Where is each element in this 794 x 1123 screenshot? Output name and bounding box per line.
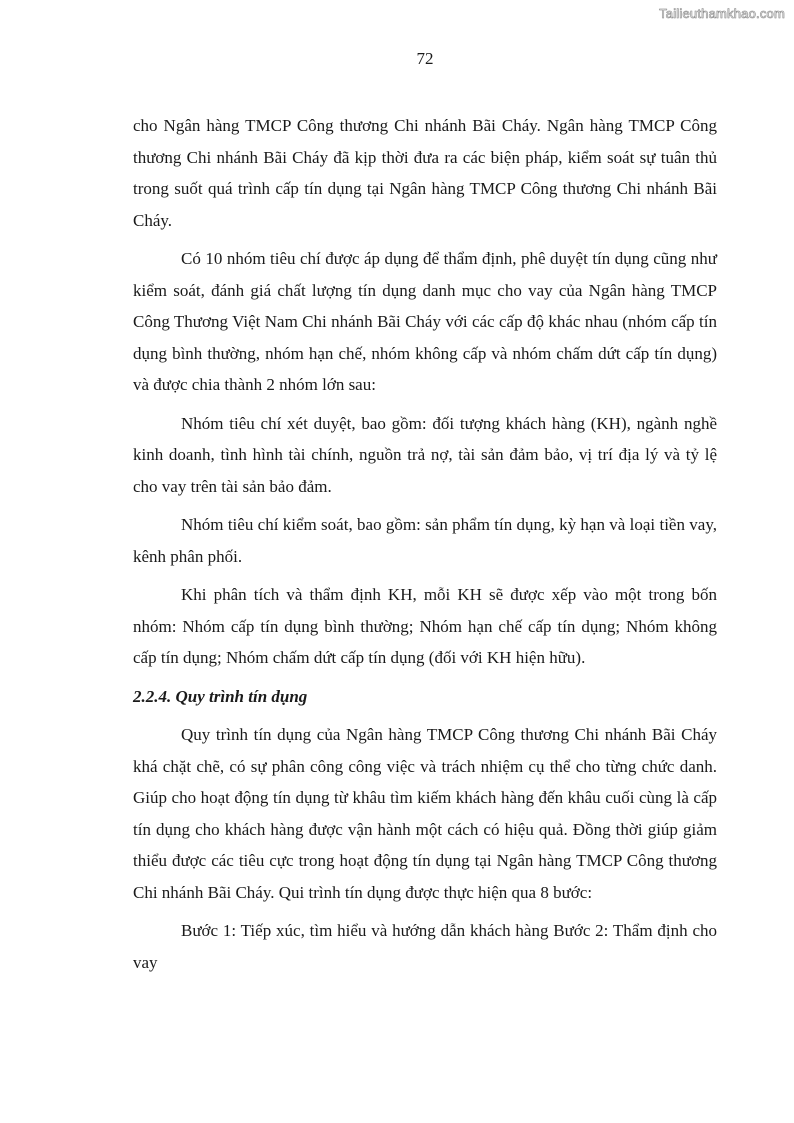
- paragraph-continuation: cho Ngân hàng TMCP Công thương Chi nhánh Bãi Cháy. Ngân hàng TMCP Công thương Chi nhánh Bãi Cháy đã kịp thời đưa ra các biện pháp, kiểm soát sự tuân thủ trong suốt quá trình cấp tín dụng tại Ngân hàng TMCP Công thương Chi nhánh Bãi Cháy.: [133, 116, 717, 230]
- paragraph-customer-groups: Khi phân tích và thẩm định KH, mỗi KH sẽ được xếp vào một trong bốn nhóm: Nhóm cấp tín dụng bình thường; Nhóm hạn chế cấp tín dụng; Nhóm không cấp tín dụng; Nhóm chấm dứt cấp tín dụng (đối với KH hiện hữu).: [133, 585, 717, 667]
- paragraph-process-steps: Bước 1: Tiếp xúc, tìm hiểu và hướng dẫn khách hàng Bước 2: Thẩm định cho vay: [133, 921, 717, 972]
- paragraph-credit-process: Quy trình tín dụng của Ngân hàng TMCP Công thương Chi nhánh Bãi Cháy khá chặt chẽ, có sự phân công công việc và trách nhiệm cụ thể cho từng chức danh. Giúp cho hoạt động tín dụng từ khâu tìm kiếm khách hàng đến khâu cuối cùng là cấp tín dụng cho khách hàng được vận hành một cách có hiệu quả. Đồng thời giúp giảm thiểu được các tiêu cực trong hoạt động tín dụng tại Ngân hàng TMCP Công thương Chi nhánh Bãi Cháy. Qui trình tín dụng được thực hiện qua 8 bước:: [133, 725, 717, 902]
- section-heading: 2.2.4. Quy trình tín dụng: [133, 686, 308, 706]
- page-number: 72: [416, 49, 434, 68]
- watermark-text: Tailieuthamkhao.com: [659, 6, 785, 21]
- document-body: [133, 110, 717, 985]
- paragraph-criteria-groups: Có 10 nhóm tiêu chí được áp dụng để thẩm định, phê duyệt tín dụng cũng như kiểm soát, đánh giá chất lượng tín dụng danh mục cho vay của Ngân hàng TMCP Công Thương Việt Nam Chi nhánh Bãi Cháy với các cấp độ khác nhau (nhóm cấp tín dụng bình thường, nhóm hạn chế, nhóm không cấp và nhóm chấm dứt cấp tín dụng) và được chia thành 2 nhóm lớn sau:: [133, 249, 717, 394]
- paragraph-control-criteria: Nhóm tiêu chí kiểm soát, bao gồm: sản phẩm tín dụng, kỳ hạn và loại tiền vay, kênh phân phối.: [133, 515, 717, 566]
- paragraph-approval-criteria: Nhóm tiêu chí xét duyệt, bao gồm: đối tượng khách hàng (KH), ngành nghề kinh doanh, tình hình tài chính, nguồn trả nợ, tài sản đảm bảo, vị trí địa lý và tỷ lệ cho vay trên tài sản bảo đảm.: [133, 413, 717, 496]
